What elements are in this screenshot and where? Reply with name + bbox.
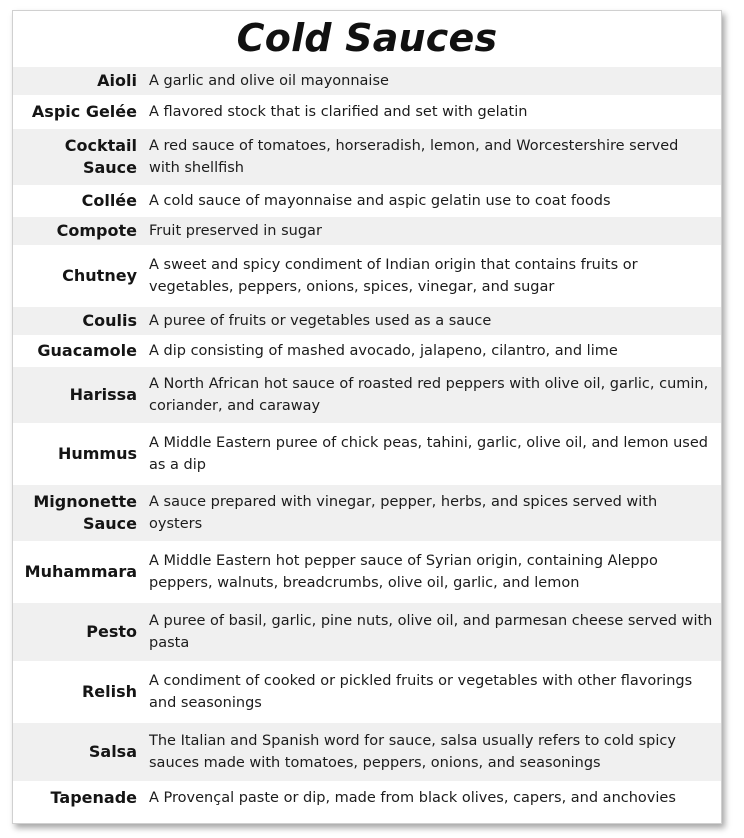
sauce-definition: A Middle Eastern puree of chick peas, tahini, garlic, olive oil, and lemon used as a dip [149,435,708,473]
table-row [13,365,721,423]
table-row [13,541,721,601]
table-row [13,721,721,781]
sauce-term: Mignonette Sauce [33,492,137,533]
sauce-definition: A puree of basil, garlic, pine nuts, olive oil, and parmesan cheese served with pasta [149,613,713,651]
sauce-definition: A garlic and olive oil mayonnaise [149,73,389,89]
sauce-definition: A sweet and spicy condiment of Indian origin that contains fruits or vegetables, peppers, onions, spices, vinegar, and sugar [149,257,638,295]
table-row [13,245,721,305]
table-row [13,335,721,365]
table-row [13,215,721,245]
sauce-term: Coulis [82,311,137,330]
sauce-definition: A Middle Eastern hot pepper sauce of Syrian origin, containing Aleppo peppers, walnuts, breadcrumbs, olive oil, garlic, and lemon [149,553,658,591]
sauce-term: Relish [81,682,137,701]
table-row [13,305,721,335]
sauce-definition: A flavored stock that is clarified and set with gelatin [149,104,528,120]
sauce-definition: A cold sauce of mayonnaise and aspic gelatin use to coat foods [149,193,611,209]
sauce-definition: A sauce prepared with vinegar, pepper, herbs, and spices served with oysters [149,494,658,532]
sauce-term: Harissa [69,385,137,404]
sauce-term: Pesto [86,622,137,641]
table-row [13,661,721,721]
sauce-definition: Fruit preserved in sugar [149,223,322,239]
sauce-definition: A puree of fruits or vegetables used as a sauce [149,313,492,329]
page-title: Cold Sauces [236,16,498,60]
sauce-term: Collée [81,191,137,210]
sauce-definition: A dip consisting of mashed avocado, jalapeno, cilantro, and lime [149,343,618,359]
table-row [13,423,721,483]
sauce-term: Hummus [57,444,137,463]
sauce-term: Aioli [97,71,137,90]
sauce-definition: A North African hot sauce of roasted red peppers with olive oil, garlic, cumin, coriander, and caraway [149,376,709,414]
sauce-definition: A Provençal paste or dip, made from black olives, capers, and anchovies [149,790,676,806]
table-row [13,483,721,541]
sauce-definition: A red sauce of tomatoes, horseradish, lemon, and Worcestershire served with shellfish [149,138,679,176]
sauce-term: Salsa [88,742,137,761]
table-row [13,95,721,127]
table-row [13,601,721,661]
table-row [13,127,721,185]
sauce-term: Compote [56,221,137,240]
sauce-term: Cocktail Sauce [64,136,137,177]
sauce-term: Muhammara [24,562,137,581]
sauce-term: Chutney [62,266,137,285]
sauce-term: Aspic Gelée [31,102,137,121]
table-row [13,781,721,813]
table-row [13,65,721,95]
cold-sauces-card [12,10,722,824]
table-row [13,185,721,215]
sauce-definition: The Italian and Spanish word for sauce, salsa usually refers to cold spicy sauces made with tomatoes, peppers, onions, and seasonings [149,733,676,771]
sauce-definition: A condiment of cooked or pickled fruits or vegetables with other flavorings and seasonings [149,673,693,711]
sauce-term: Tapenade [50,788,137,807]
sauce-term: Guacamole [37,341,137,360]
sauce-table [13,65,721,813]
